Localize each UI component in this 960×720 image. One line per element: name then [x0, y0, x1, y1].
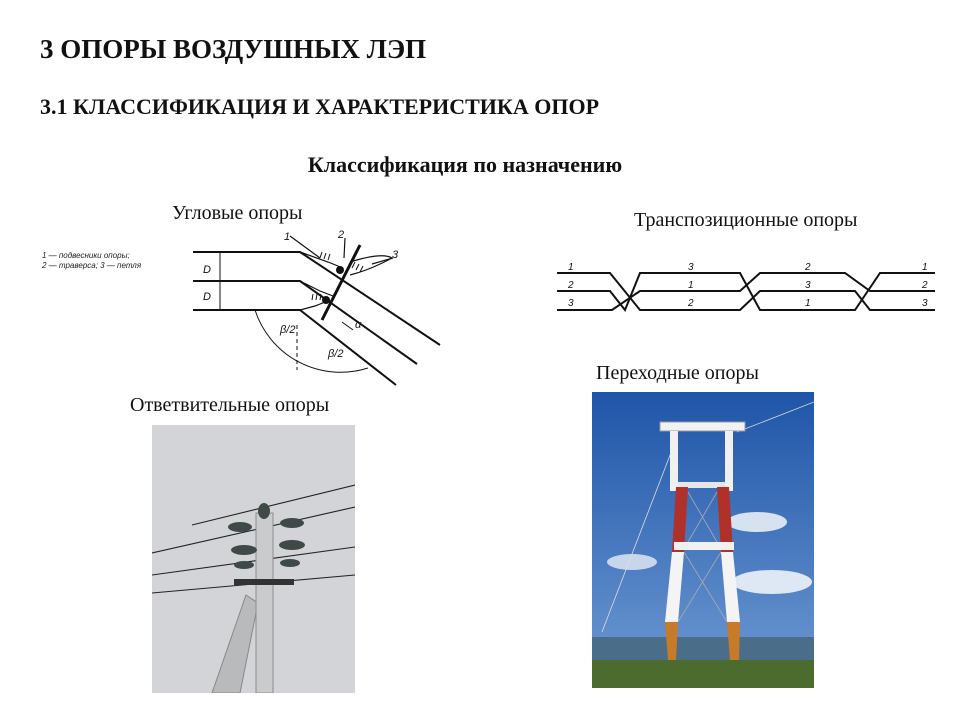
river	[592, 637, 814, 662]
transit-support-photo	[592, 392, 814, 688]
t-left-2: 2	[568, 280, 574, 291]
legend-line-2: 2 — траверса; 3 — петля	[42, 261, 142, 270]
t-left-3: 3	[568, 298, 574, 309]
conductor-line-3	[193, 310, 396, 385]
caption-transit-supports: Переходные опоры	[596, 362, 759, 384]
callout-3: 3	[392, 249, 399, 261]
caption-branch-supports: Ответвительные опоры	[130, 394, 330, 416]
t-seg1-2: 1	[688, 280, 694, 291]
dim-label-bottom: D	[203, 291, 211, 303]
t-seg1-1: 3	[688, 262, 694, 273]
caption-transposition-supports: Транспозиционные опоры	[634, 209, 858, 231]
crossarm	[322, 245, 360, 320]
section-heading: Классификация по назначению	[307, 152, 623, 177]
dim-label-top: D	[203, 264, 211, 276]
alpha-label: α	[355, 319, 362, 331]
slide-subtitle: 3.1 КЛАССИФИКАЦИЯ И ХАРАКТЕРИСТИКА ОПОР	[40, 94, 600, 119]
t-right-1: 1	[922, 262, 928, 273]
branch-support-photo	[152, 425, 355, 693]
t-seg2-2: 3	[805, 280, 811, 291]
slide-title: 3 ОПОРЫ ВОЗДУШНЫХ ЛЭП	[40, 34, 427, 64]
caption-angle-supports: Угловые опоры	[172, 202, 303, 224]
main-pole	[256, 513, 273, 693]
loop-3	[350, 256, 392, 275]
half-angle-label-1: β/2	[280, 324, 296, 336]
callout-1: 1	[284, 231, 291, 243]
angle-support-diagram	[185, 222, 445, 392]
t-right-2: 2	[922, 280, 928, 291]
legend-line-1: 1 — подвесники опоры;	[42, 251, 130, 260]
top-crossarm	[660, 422, 745, 431]
t-seg2-1: 2	[805, 262, 811, 273]
t-seg1-3: 2	[688, 298, 694, 309]
angle-diagram-legend	[42, 251, 141, 271]
transposition-diagram	[550, 255, 940, 315]
t-seg2-3: 1	[805, 298, 811, 309]
t-left-1: 1	[568, 262, 574, 273]
callout-2: 2	[338, 229, 345, 241]
conductor-line-2	[193, 281, 417, 364]
ground	[592, 660, 814, 688]
t-right-3: 3	[922, 298, 928, 309]
half-angle-label-2: β/2	[328, 348, 344, 360]
